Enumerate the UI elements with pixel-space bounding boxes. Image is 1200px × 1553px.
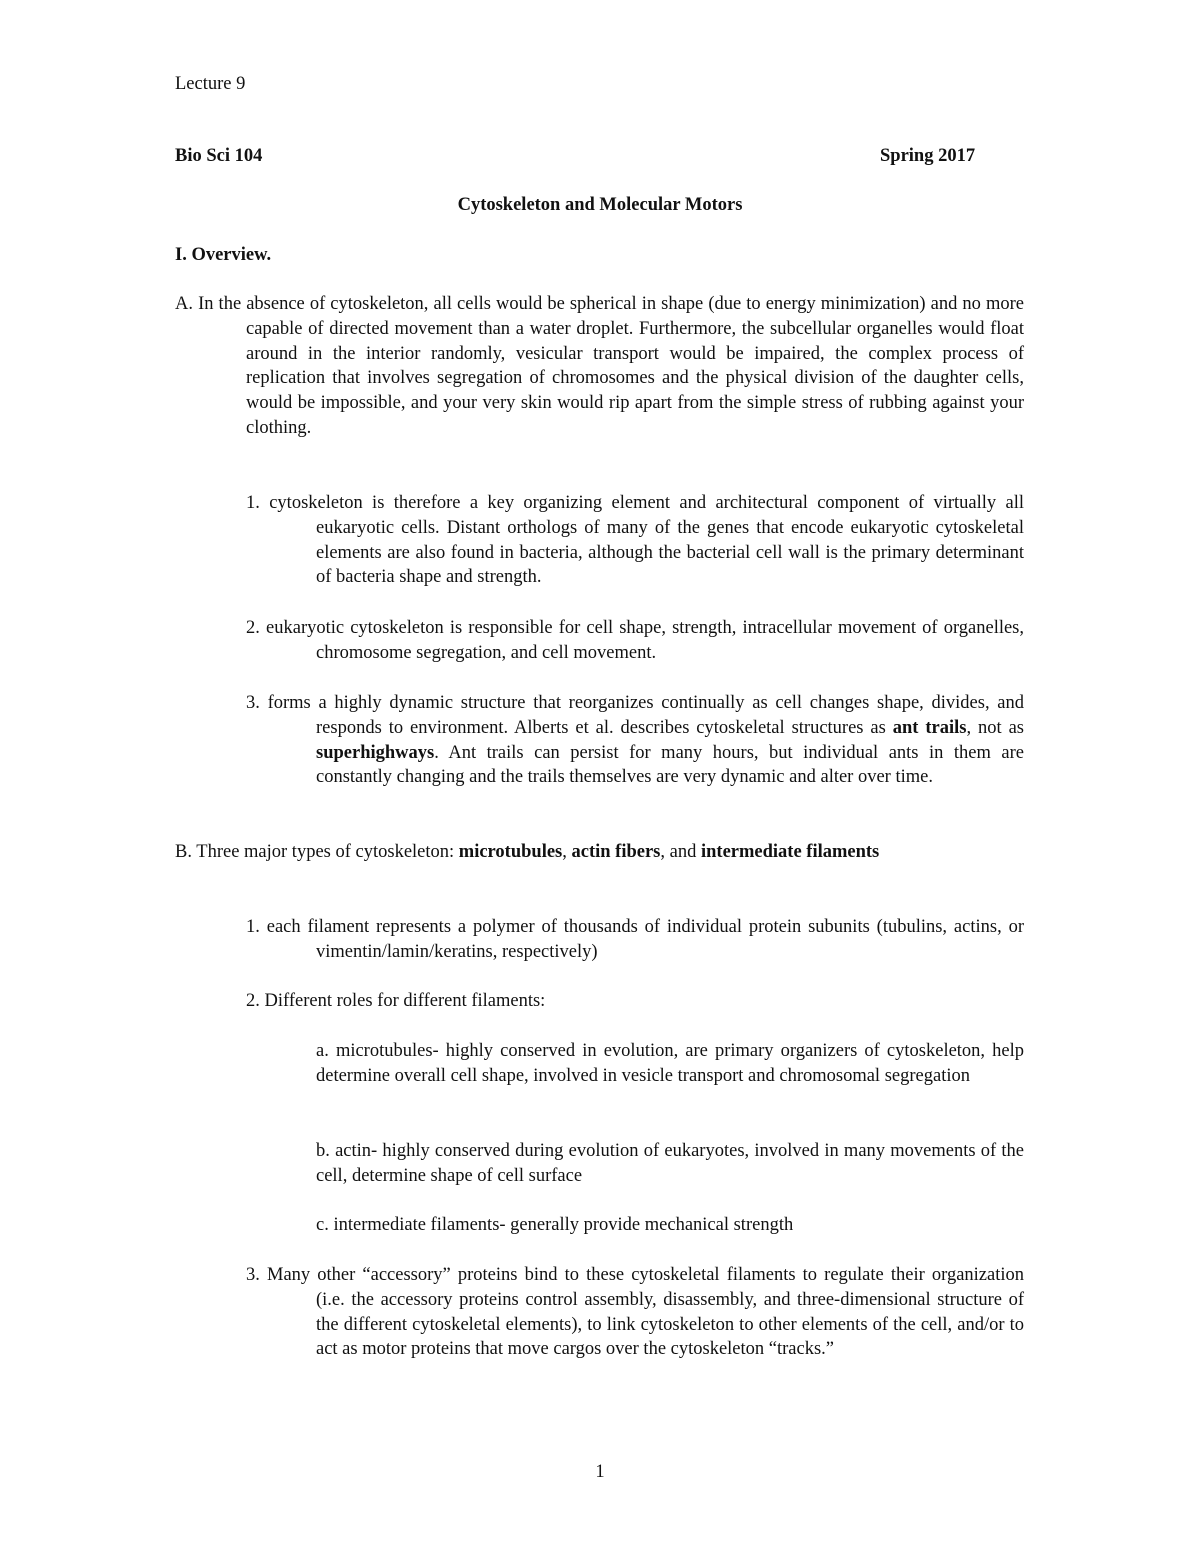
list-item-text: . Ant trails can persist for many hours, but individual ants in them are constantly changing and the trails themselves are very dynamic and alter over time.	[316, 742, 1024, 788]
paragraph-b	[175, 840, 1024, 865]
paragraph-b-text: ,	[562, 842, 572, 862]
list-item-b1	[246, 915, 1024, 965]
list-item-text: cytoskeleton is therefore a key organizing element and architectural component of virtually all eukaryotic cells. Distant orthologs of many of the genes that encode eukaryotic cytoskeletal elements are also found in bacteria, although the bacterial cell wall is the primary determinant of bacteria shape and strength.	[269, 493, 1024, 588]
marker-b1: 1.	[246, 917, 260, 937]
list-item-a1	[246, 491, 1024, 590]
term-actin-fibers: actin fibers	[571, 842, 661, 862]
marker-a3: 3.	[246, 693, 260, 713]
list-item-a2	[246, 616, 1024, 666]
sub-item-b	[316, 1139, 1024, 1189]
paragraph-a-text: In the absence of cytoskeleton, all cells would be spherical in shape (due to energy minimization) and no more capable of directed movement than a water droplet. Furthermore, the subcellular organelles would float around in the interior randomly, vesicular transport would be impaired, the complex process of replication that involves segregation of chromosomes and the physical division of the daughter cells, would be impossible, and your very skin would rip apart from the simple stress of rubbing against your clothing.	[198, 294, 1025, 438]
list-item-text: Different roles for different filaments:	[264, 991, 546, 1011]
marker-a2: 2.	[246, 618, 260, 638]
term-superhighways: superhighways	[316, 742, 435, 763]
marker-b: B.	[175, 842, 192, 862]
paragraph-b-text: Three major types of cytoskeleton:	[196, 842, 459, 862]
marker-sub-a: a.	[316, 1041, 329, 1061]
section-heading: I. Overview.	[175, 245, 272, 265]
list-item-a3	[246, 691, 1024, 790]
course-name: Bio Sci 104	[175, 146, 263, 166]
marker-a1: 1.	[246, 493, 260, 513]
document-title: Cytoskeleton and Molecular Motors	[457, 195, 743, 215]
list-item-text: , not as	[966, 717, 1024, 738]
marker-sub-b: b.	[316, 1141, 330, 1161]
sub-item-a	[316, 1039, 1024, 1089]
marker-a: A.	[175, 294, 193, 314]
list-item-text: forms a highly dynamic structure that reorganizes continually as cell changes shape, divides, and responds to environment. Alberts et al. describes cytoskeletal structures as	[267, 693, 1024, 738]
term-ant-trails: ant trails	[892, 717, 967, 738]
term-intermediate-filaments: intermediate filaments	[700, 842, 880, 862]
list-item-b3	[246, 1263, 1024, 1362]
term-microtubules: microtubules	[458, 842, 563, 862]
sub-item-c	[316, 1213, 1024, 1238]
running-header: Lecture 9	[175, 74, 246, 94]
marker-b3: 3.	[246, 1265, 260, 1285]
paragraph-b-text: , and	[660, 842, 701, 862]
paragraph-a	[175, 292, 1024, 441]
page-number: 1	[595, 1462, 605, 1482]
list-item-text: Many other “accessory” proteins bind to these cytoskeletal filaments to regulate their organization (i.e. the accessory proteins control assembly, disassembly, and three-dimensional structure of the different cytoskeletal elements), to link cytoskeleton to other elements of the cell, and/or to act as motor proteins that move cargos over the cytoskeleton “tracks.”	[267, 1265, 1024, 1360]
sub-item-text: microtubules- highly conserved in evolution, are primary organizers of cytoskeleton, help determine overall cell shape, involved in vesicle transport and chromosomal segregation	[316, 1041, 1024, 1086]
list-item-text: eukaryotic cytoskeleton is responsible for cell shape, strength, intracellular movement of organelles, chromosome segregation, and cell movement.	[266, 618, 1025, 663]
sub-item-text: intermediate filaments- generally provide mechanical strength	[333, 1215, 794, 1235]
marker-sub-c: c.	[316, 1215, 329, 1235]
marker-b2: 2.	[246, 991, 260, 1011]
list-item-b2	[246, 989, 1024, 1014]
sub-item-text: actin- highly conserved during evolution of eukaryotes, involved in many movements of the cell, determine shape of cell surface	[316, 1141, 1024, 1186]
course-term: Spring 2017	[880, 146, 976, 166]
list-item-text: each filament represents a polymer of thousands of individual protein subunits (tubulins, actins, or vimentin/lamin/keratins, respectively)	[266, 917, 1024, 962]
